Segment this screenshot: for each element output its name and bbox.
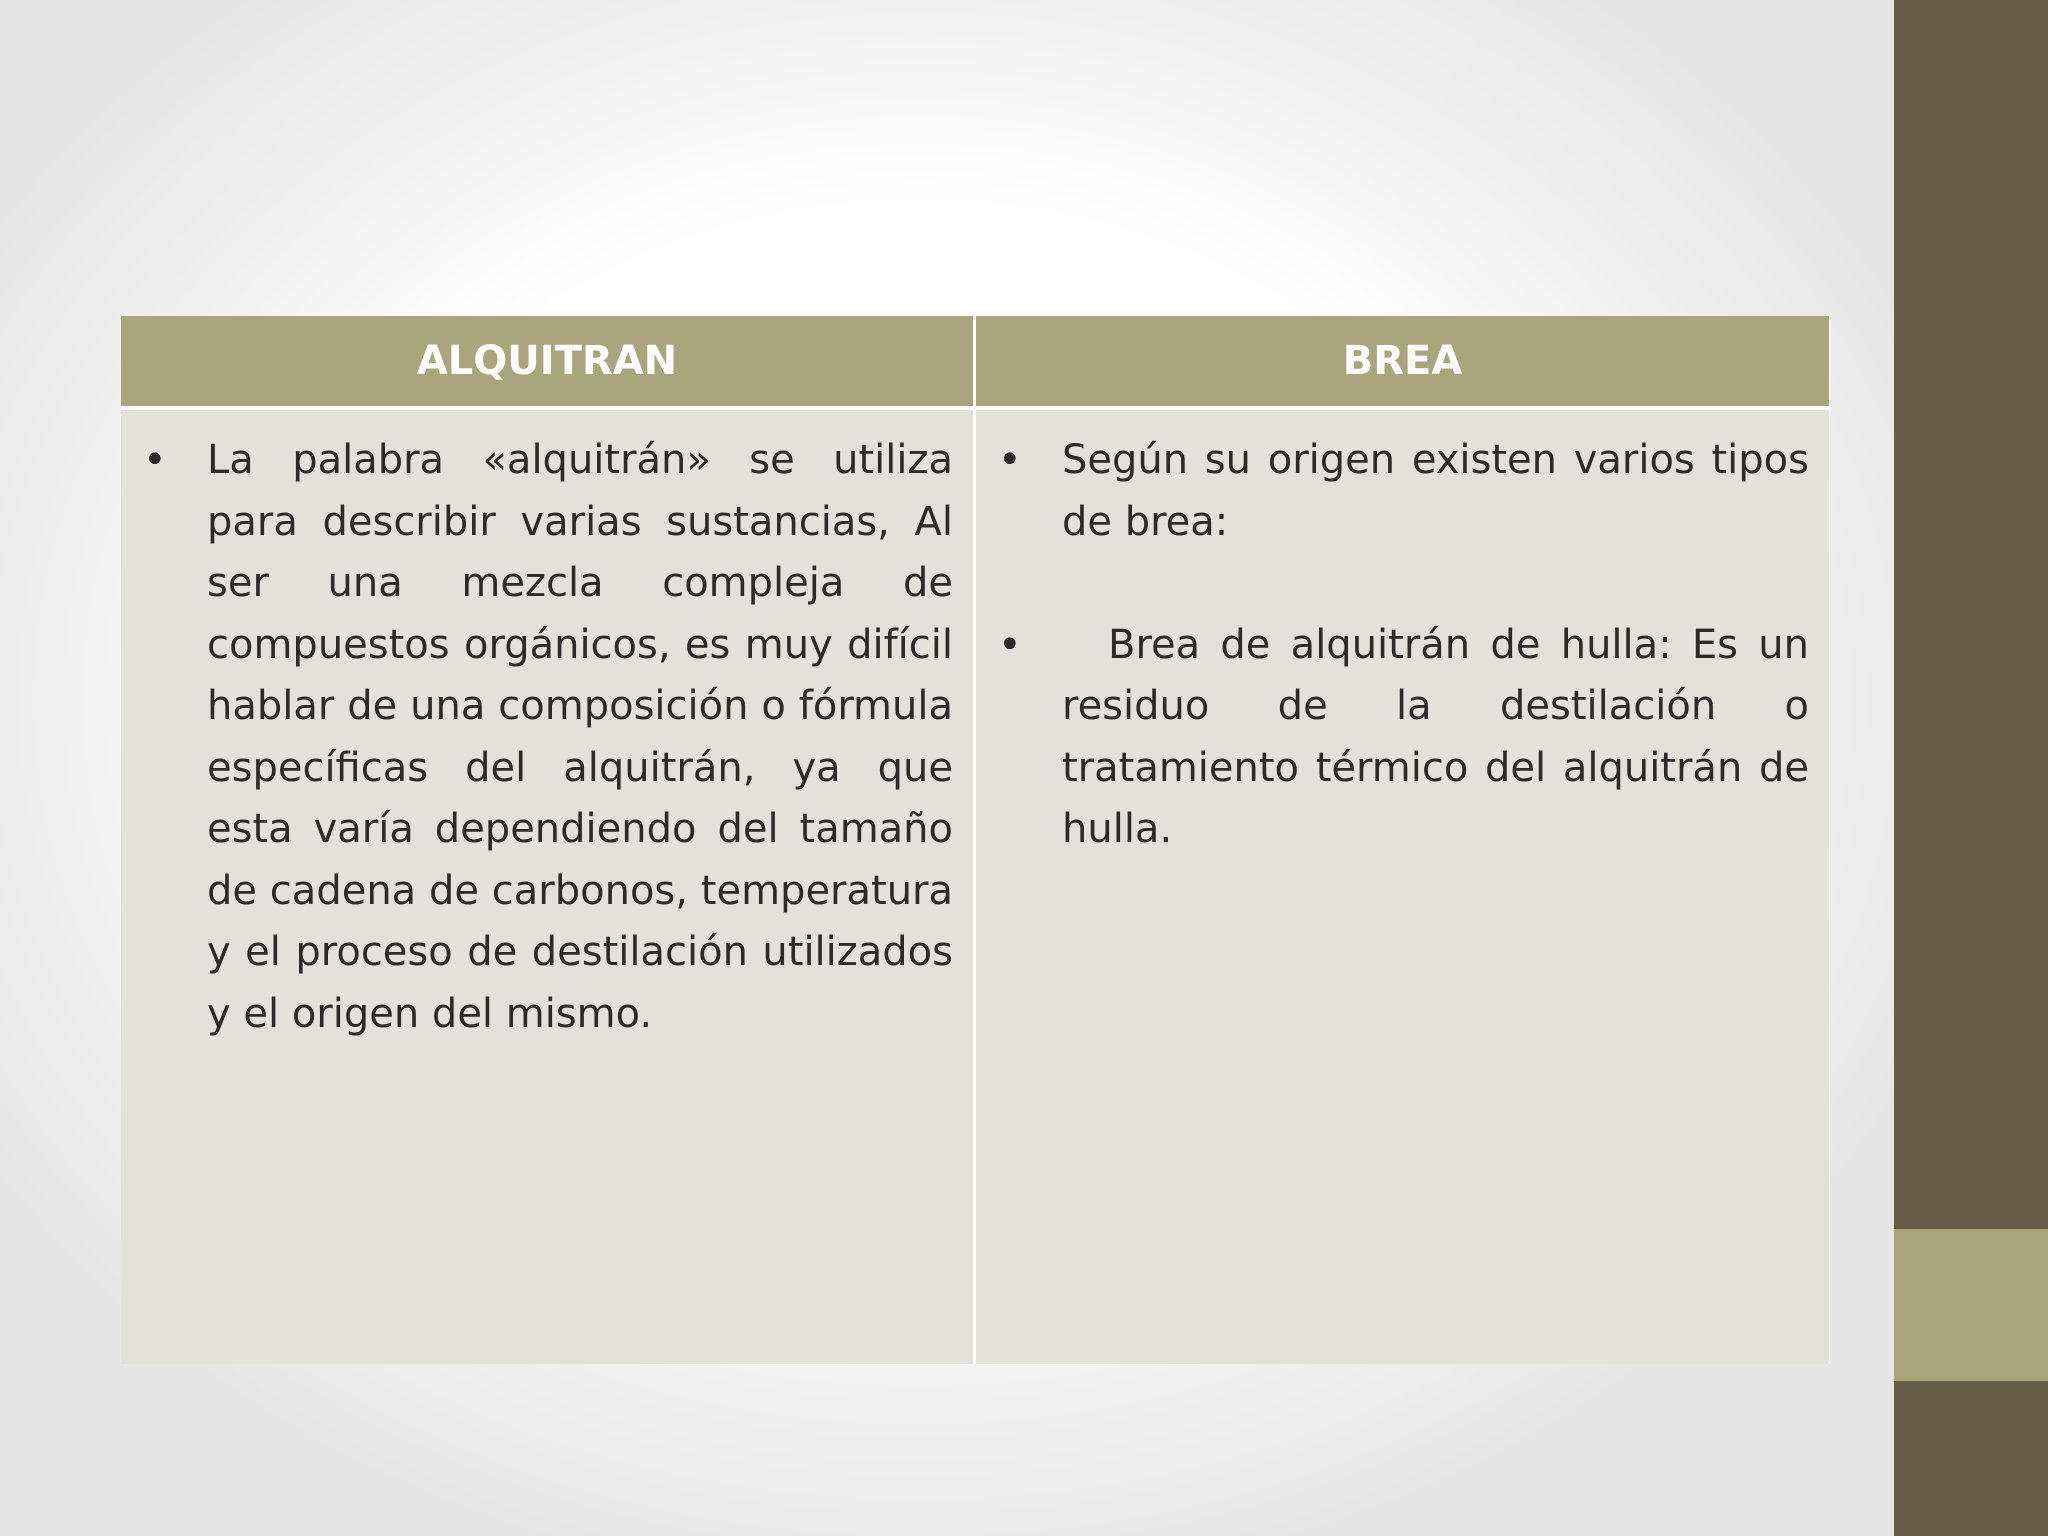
comparison-table (121, 316, 1830, 1364)
list-item (976, 430, 1809, 553)
spacer (976, 553, 1809, 615)
brea-hulla-description (1062, 615, 1809, 861)
brea-intro: Según su origen existen varios tipos de brea: (1062, 437, 1809, 545)
bullet-icon: • (143, 437, 167, 483)
table-header-brea: BREA (976, 316, 1829, 406)
alquitran-description: La palabra «alquitrán» se utiliza para describir varias sustancias, Al ser una mezcla compleja de compuestos orgánicos, es muy difícil hablar de una composición o fórmula específicas del alquitrán, ya que esta varía dependiendo del tamaño de cadena de carbonos, temperatura y el proceso de destilación utilizados y el origen del mismo. (207, 437, 953, 1037)
table-header-alquitran: ALQUITRAN (121, 316, 973, 406)
bullet-icon: • (998, 437, 1022, 483)
bullet-icon: • (998, 621, 1022, 668)
list-item (121, 430, 953, 1045)
brea-hulla-text: Brea de alquitrán de hulla: Es un residuo de la destilación o tratamiento térmico del alquitrán de hulla. (1062, 621, 1809, 852)
list-item (976, 615, 1809, 861)
table-cell-brea (976, 410, 1829, 1364)
table-cell-alquitran (121, 410, 973, 1364)
decorative-side-accent (1894, 1229, 2048, 1381)
